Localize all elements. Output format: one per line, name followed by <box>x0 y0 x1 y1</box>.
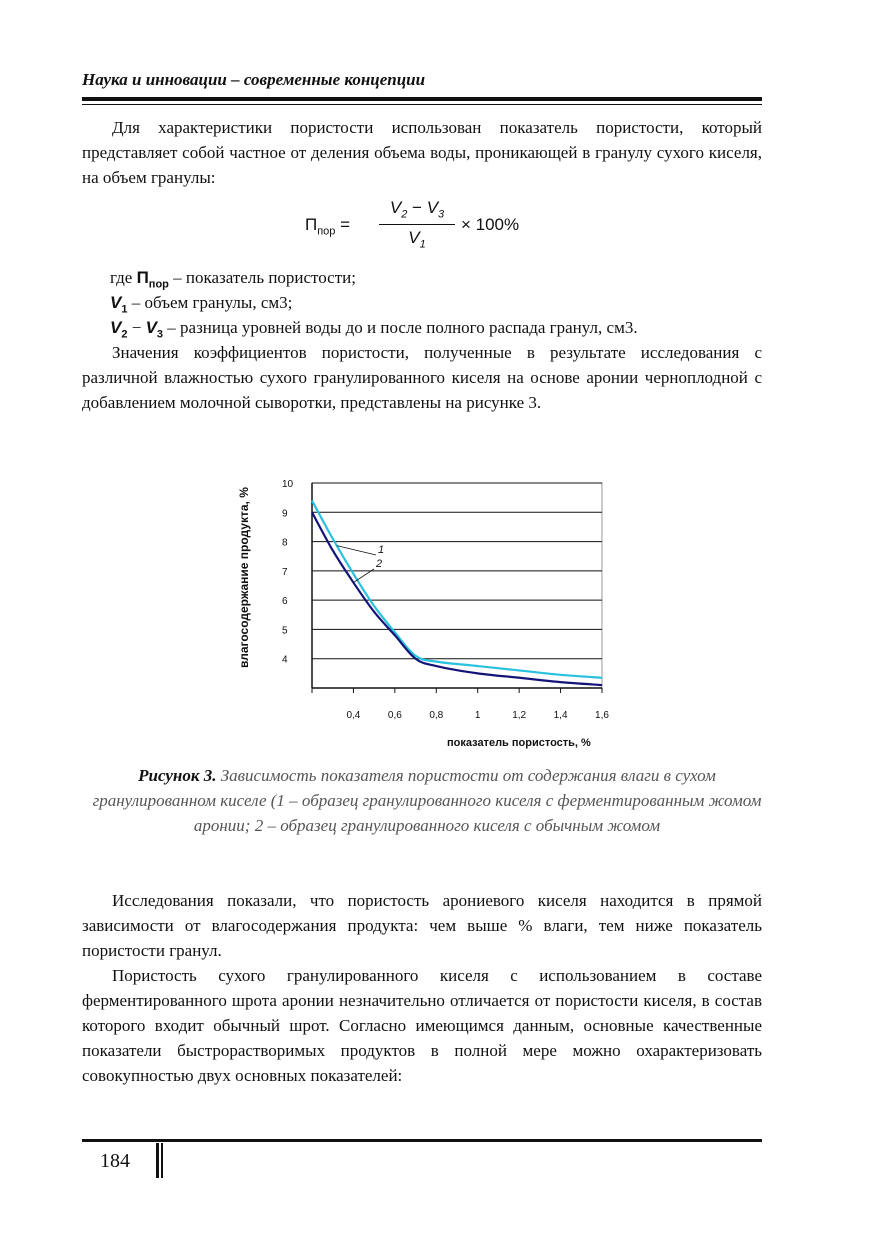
x-tick-label: 1,4 <box>553 710 568 721</box>
x-tick-label: 0,6 <box>387 710 402 721</box>
series-leader-1 <box>337 546 376 555</box>
formula-multiplier: × 100% <box>461 215 520 234</box>
porosity-chart <box>225 450 625 755</box>
series-label-2: 2 <box>376 558 383 570</box>
page-number-bar-thin <box>161 1143 163 1178</box>
fraction-bar <box>379 224 455 225</box>
header-rule-thick <box>82 97 762 101</box>
y-tick-label: 4 <box>282 654 288 666</box>
y-tick-label: 5 <box>282 625 288 637</box>
chart-series <box>312 501 602 685</box>
series-line-1 <box>312 501 602 678</box>
series-label-1: 1 <box>378 544 385 556</box>
formula-fraction <box>379 198 455 251</box>
definition-porosity: где $П_{пор}$ – показатель пористости; <box>110 268 356 291</box>
figure-caption-text: Зависимость показателя пористости от содержания влаги в сухом гранулированном киселе (1 – образец гранулированного киселя с ферментированным жомом аронии; 2 – образец гранулированного киселя с обычным жомом <box>92 766 762 835</box>
x-tick-label: 1,6 <box>595 710 609 721</box>
y-tick-label: 7 <box>282 566 288 578</box>
figure-label: Рисунок 3. <box>138 766 217 785</box>
footer-rule <box>82 1139 762 1142</box>
y-tick-label: 8 <box>282 537 288 549</box>
x-axis-title: показатель пористость, % <box>447 737 591 749</box>
y-tick-label: 6 <box>282 596 288 608</box>
intro-paragraph: Для характеристики пористости использован показатель пористости, который представляет собой частное от деления объема воды, проникающей в гранулу сухого киселя, на объем гранулы: <box>82 118 762 187</box>
running-header: Наука и инновации – современные концепции <box>82 70 426 89</box>
x-tick-label: 0,8 <box>429 710 444 721</box>
x-tick-label: 1,2 <box>512 710 527 721</box>
formula-numerator: $V_2 - V_3$ <box>389 198 445 221</box>
formula-lhs: $П_{пор}$ = <box>305 215 351 238</box>
body-paragraph-2: Пористость сухого гранулированного киселя с использованием в составе ферментированного шрота аронии незначительно отличается от пористости киселя, в состав которого входит обычный шрот. Согласно имеющимся данным, основные качественные показатели быстрорастворимых продуктов в полной мере можно охарактеризовать совокупностью двух основных показателей: <box>82 966 762 1085</box>
results-paragraph: Значения коэффициентов пористости, полученные в результате исследования с различной влажностью сухого гранулированного киселя на основе аронии черноплодной с добавлением молочной сыворотки, представлены на рисунке 3. <box>82 343 762 412</box>
formula-denominator: $V_1$ <box>408 228 426 251</box>
y-tick-label: 10 <box>282 479 294 490</box>
header-rule-thin <box>82 104 762 105</box>
body-paragraph-1: Исследования показали, что пористость арониевого киселя находится в прямой зависимости от влагосодержания продукта: чем выше % влаги, тем ниже показатель пористости гранул. <box>82 891 762 960</box>
y-tick-label: 9 <box>282 508 288 520</box>
x-tick-label: 1 <box>474 710 481 721</box>
definition-volume: $V_1$ – объем гранулы, см3; <box>110 293 293 316</box>
chart-axes <box>312 483 602 693</box>
x-tick-label: 0,4 <box>346 710 361 721</box>
porosity-formula <box>305 198 545 258</box>
definition-difference: $V_2 - V_3$ – разница уровней воды до и после полного распада гранул, см3. <box>110 318 638 341</box>
y-axis-title: влагосодержание продукта, % <box>237 487 251 668</box>
page-number: 184 <box>100 1150 130 1172</box>
page-number-bar <box>156 1143 159 1178</box>
figure-caption <box>82 763 772 838</box>
